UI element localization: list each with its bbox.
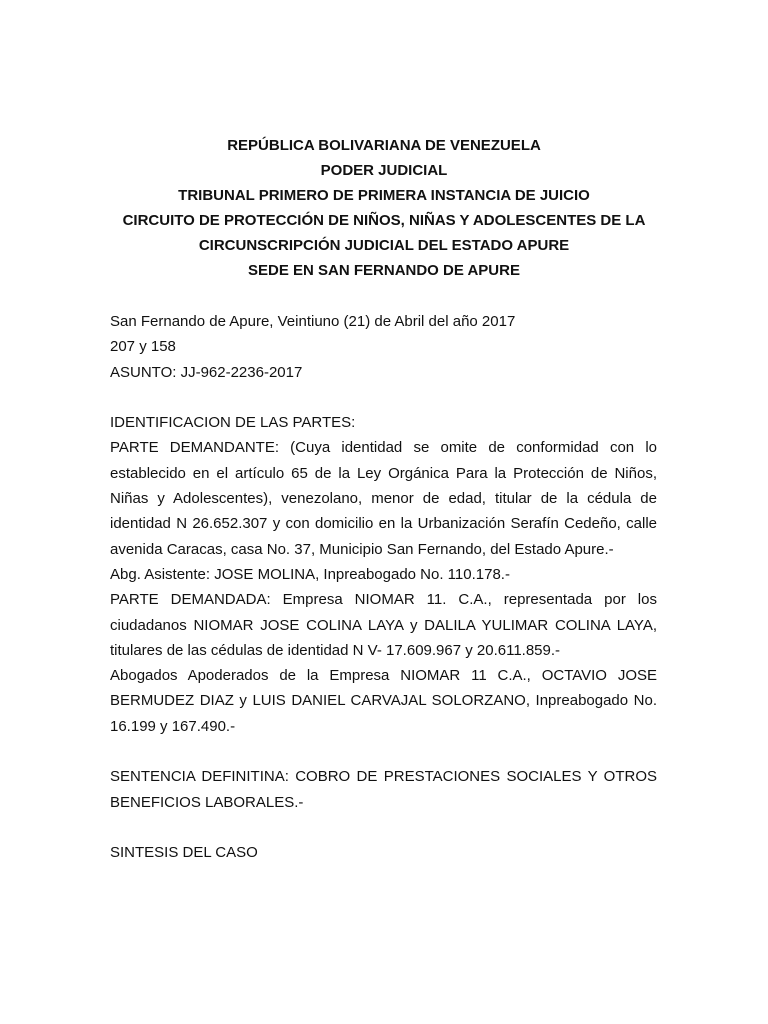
header-line-seat: SEDE EN SAN FERNANDO DE APURE	[248, 262, 520, 279]
header-line-circumscription: CIRCUNSCRIPCIÓN JUDICIAL DEL ESTADO APURE	[198, 237, 570, 254]
asunto-line: ASUNTO: JJ-962-2236-2017	[110, 363, 303, 381]
date-line: San Fernando de Apure, Veintiuno (21) de Abril del año 2017	[110, 313, 516, 330]
demandada-paragraph: PARTE DEMANDADA: Empresa NIOMAR 11. C.A., representada por los ciudadanos NIOMAR JOSE COLINA LAYA y DALILA YULIMAR COLINA LAYA, titulares de las cédulas de identidad N V- 17.609.967 y 20.611.859.-	[110, 591, 657, 659]
spacer	[110, 385, 657, 410]
parties-heading: IDENTIFICACION DE LAS PARTES:	[110, 414, 356, 432]
demandante-paragraph: PARTE DEMANDANTE: (Cuya identidad se omite de conformidad con lo establecido en el artículo 65 de la Ley Orgánica Para la Protección de Niños, Niñas y Adolescentes), venezolano, menor de edad, titular de la cédula de identidad N 26.652.307 y con domicilio en la Urbanización Serafín Cedeño, calle avenida Caracas, casa No. 37, Municipio San Fernando, del Estado Apure.-	[110, 439, 657, 558]
sentencia-paragraph: SENTENCIA DEFINITINA: COBRO DE PRESTACIONES SOCIALES Y OTROS BENEFICIOS LABORALES.-	[110, 768, 657, 811]
header-line-tribunal: TRIBUNAL PRIMERO DE PRIMERA INSTANCIA DE JUICIO	[178, 187, 590, 204]
spacer	[110, 815, 657, 840]
spacer	[110, 739, 657, 764]
years-line: 207 y 158	[110, 338, 176, 356]
document-body	[110, 309, 657, 866]
sintesis-heading: SINTESIS DEL CASO	[110, 844, 258, 862]
apoderados-paragraph: Abogados Apoderados de la Empresa NIOMAR 11 C.A., OCTAVIO JOSE BERMUDEZ DIAZ y LUIS DANIEL CARVAJAL SOLORZANO, Inpreabogado No. 16.199 y 167.490.-	[110, 667, 657, 735]
header-line-republic: REPÚBLICA BOLIVARIANA DE VENEZUELA	[227, 137, 541, 154]
document-header	[0, 133, 768, 283]
header-line-judicial-power: PODER JUDICIAL	[320, 162, 448, 179]
header-line-circuit: CIRCUITO DE PROTECCIÓN DE NIÑOS, NIÑAS Y ADOLESCENTES DE LA	[122, 212, 646, 229]
asistente-paragraph: Abg. Asistente: JOSE MOLINA, Inpreabogado No. 110.178.-	[110, 565, 510, 583]
